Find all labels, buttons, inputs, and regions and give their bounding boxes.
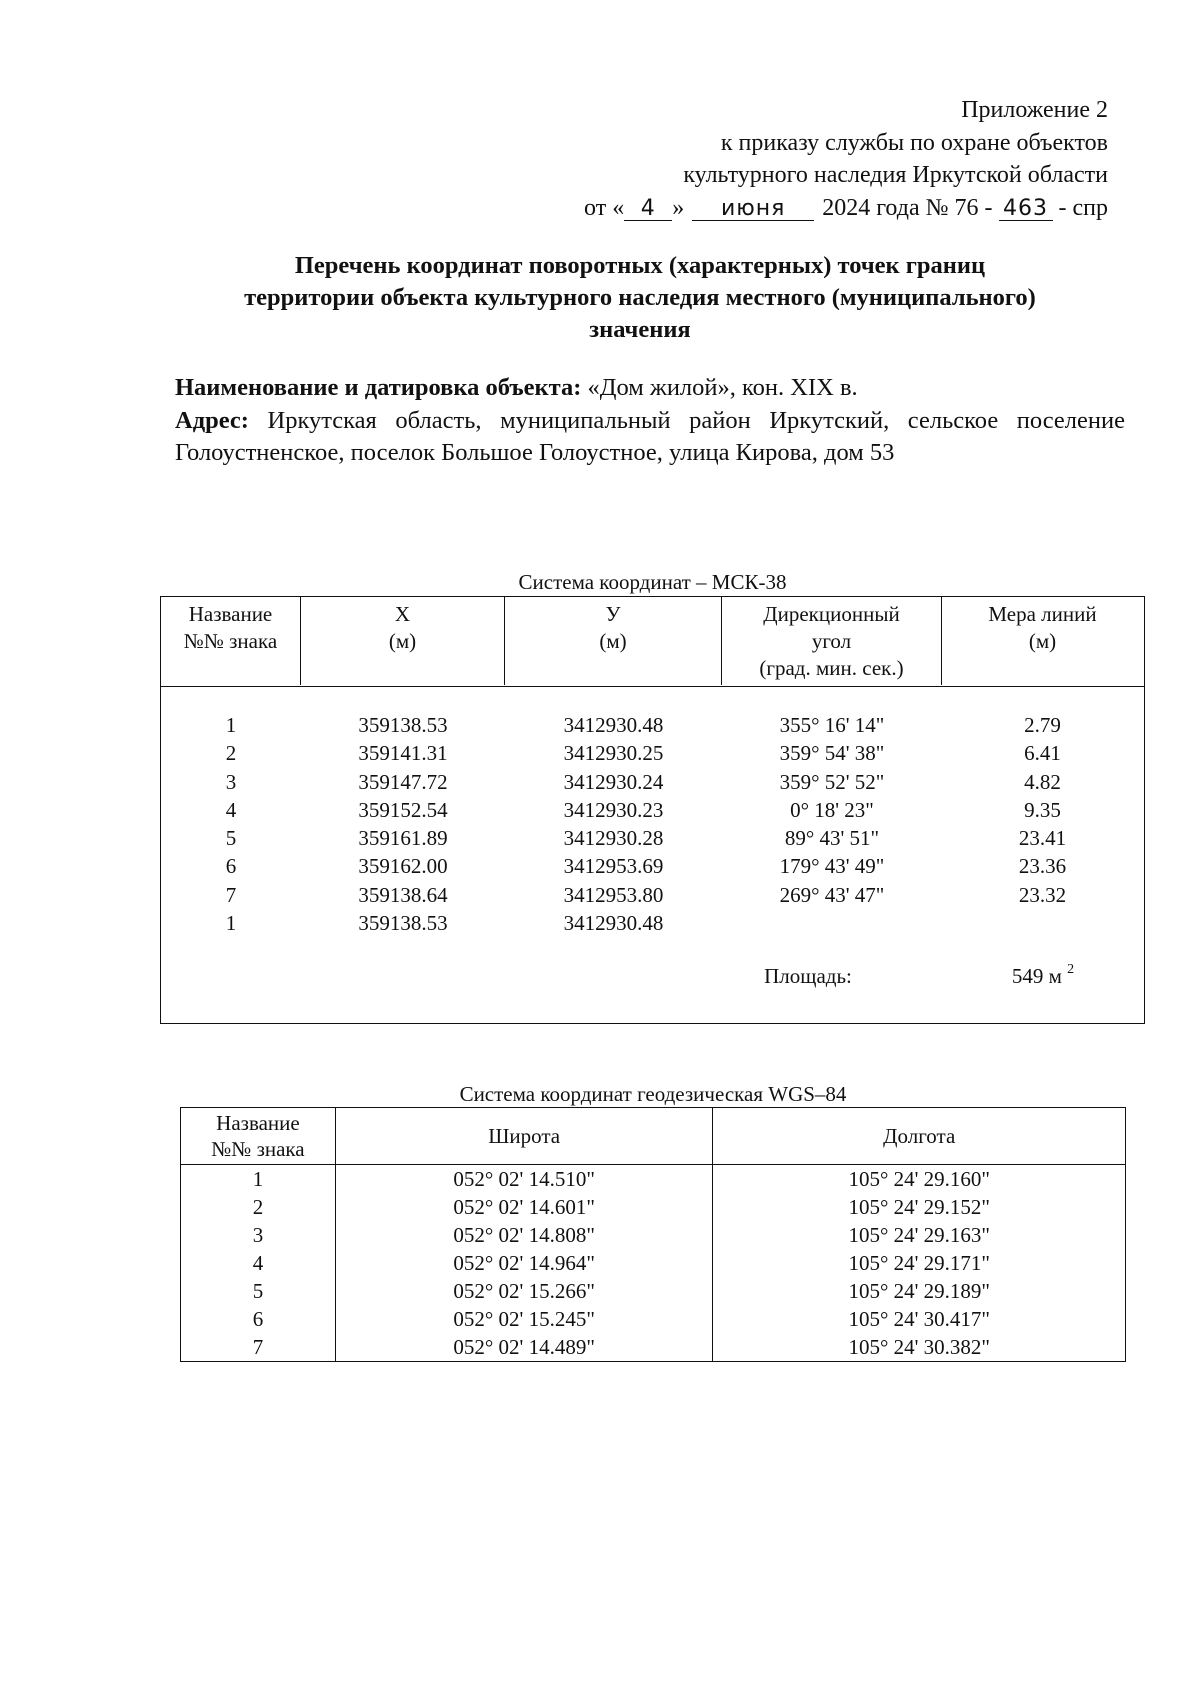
- longitude-value: 105° 24' 29.152": [713, 1193, 1126, 1221]
- title-line-1: Перечень координат поворотных (характерных) точек границ: [294, 252, 986, 279]
- header-x-line-1: X: [394, 602, 411, 626]
- header-point-name-line-2: №№ знака: [211, 1137, 305, 1161]
- header-y-line-2: (м): [599, 629, 627, 653]
- point-number: 2: [225, 741, 237, 766]
- longitude-value: 105° 24' 29.163": [713, 1221, 1126, 1249]
- point-number: 6: [225, 854, 237, 879]
- y-value: 3412953.80: [563, 882, 664, 907]
- latitude-value: 052° 02' 14.510": [335, 1165, 713, 1194]
- header-line-length: [942, 597, 1143, 685]
- order-year-text: 2024 года № 76 -: [822, 194, 993, 221]
- msk-table-header: [161, 597, 1144, 687]
- latitude-value: 052° 02' 14.601": [335, 1193, 713, 1221]
- x-value: 359147.72: [358, 769, 448, 794]
- point-number: 7: [181, 1333, 336, 1362]
- area-value-number: 549 м: [1011, 964, 1062, 988]
- header-y: [505, 597, 722, 685]
- y-value: 3412930.25: [563, 741, 664, 766]
- wgs-table-header: [181, 1108, 1126, 1165]
- longitude-value: 105° 24' 29.171": [713, 1249, 1126, 1277]
- header-point-name-line-1: Название: [216, 1111, 300, 1135]
- object-name: [175, 372, 1125, 404]
- y-value: 3412953.69: [563, 854, 664, 879]
- handwritten-order-number: 463: [999, 198, 1053, 221]
- longitude-value: 105° 24' 30.382": [713, 1333, 1126, 1362]
- object-address-value: Иркутская область, муниципальный район Иркутский, сельское поселение Голоустненское, поселок Большое Голоустное, улица Кирова, дом 53: [175, 407, 1125, 466]
- longitude-value: 105° 24' 29.160": [713, 1165, 1126, 1194]
- point-number: 3: [181, 1221, 336, 1249]
- latitude-value: 052° 02' 15.266": [335, 1277, 713, 1305]
- header-x-line-2: (м): [388, 629, 417, 653]
- header-point-name-line-1: Название: [188, 602, 273, 626]
- handwritten-day: 4: [624, 198, 672, 221]
- angle-value: 89° 43' 51": [784, 826, 880, 851]
- handwritten-month: июня: [692, 198, 814, 221]
- table-row: [181, 1277, 1126, 1305]
- header-length-line-1: Мера линий: [988, 602, 1097, 626]
- msk-coordinates-table: [160, 596, 1145, 1024]
- latitude-value: 052° 02' 14.489": [335, 1333, 713, 1362]
- y-value: 3412930.48: [563, 713, 664, 737]
- point-number: 2: [181, 1193, 336, 1221]
- angle-value: 355° 16' 14": [779, 713, 885, 737]
- latitude-value: 052° 02' 14.964": [335, 1249, 713, 1277]
- longitude-value: 105° 24' 30.417": [713, 1305, 1126, 1333]
- area-label: Площадь:: [764, 964, 852, 988]
- wgs-table-caption: Система координат геодезическая WGS–84: [459, 1082, 847, 1106]
- date-prefix: от «: [584, 194, 625, 221]
- document-title: [160, 250, 1120, 346]
- point-number: 1: [225, 713, 237, 737]
- point-number: 7: [225, 882, 237, 907]
- point-number: 4: [225, 797, 237, 822]
- x-value: 359141.31: [358, 741, 448, 766]
- point-number: 5: [181, 1277, 336, 1305]
- header-length-line-2: (м): [1028, 629, 1057, 653]
- table-row: [161, 881, 1144, 909]
- point-number: 1: [181, 1165, 336, 1194]
- object-address: [175, 405, 1125, 469]
- length-value: 2.79: [1024, 713, 1061, 737]
- angle-value: 359° 52' 52": [779, 769, 885, 794]
- table-row: [181, 1333, 1126, 1362]
- x-value: 359138.64: [358, 882, 448, 907]
- header-angle-line-1: Дирекционный: [763, 602, 900, 626]
- appendix-line-3: культурного наследия Иркутской области: [683, 162, 1108, 188]
- y-value: 3412930.28: [563, 826, 664, 851]
- appendix-line-1: Приложение 2: [961, 97, 1108, 123]
- object-name-label: Наименование и датировка объекта:: [175, 374, 582, 401]
- header-point-name: [161, 597, 301, 685]
- angle-value: 0° 18' 23": [790, 797, 874, 822]
- point-number: 4: [181, 1249, 336, 1277]
- point-number: 6: [181, 1305, 336, 1333]
- x-value: 359162.00: [358, 854, 448, 879]
- x-value: 359161.89: [358, 826, 448, 851]
- x-value: 359138.53: [358, 713, 448, 737]
- table-row: [161, 824, 1144, 852]
- length-value: 23.41: [1018, 826, 1067, 851]
- x-value: 359152.54: [358, 797, 448, 822]
- header-angle-line-3: (град. мин. сек.): [759, 656, 904, 680]
- table-row: [181, 1249, 1126, 1277]
- header-point-name-line-2: №№ знака: [183, 629, 278, 653]
- y-value: 3412930.23: [563, 797, 664, 822]
- msk-table-caption: Система координат – МСК-38: [518, 570, 787, 594]
- msk-table-body: [161, 711, 1144, 937]
- table-row: [161, 768, 1144, 796]
- wgs-coordinates-table: [180, 1107, 1126, 1362]
- x-value: 359138.53: [358, 911, 448, 936]
- table-row: [161, 739, 1144, 767]
- area-row: [161, 961, 1144, 991]
- area-value: [945, 961, 1141, 991]
- length-value: 6.41: [1024, 741, 1061, 766]
- object-address-label: Адрес:: [175, 407, 249, 434]
- date-quote-close: »: [672, 194, 685, 221]
- header-longitude: Долгота: [713, 1108, 1126, 1165]
- length-value: 9.35: [1024, 797, 1061, 822]
- angle-value: 179° 43' 49": [779, 854, 885, 879]
- header-direction-angle: [722, 597, 942, 685]
- length-value: 4.82: [1024, 769, 1061, 794]
- longitude-value: 105° 24' 29.189": [713, 1277, 1126, 1305]
- object-name-value: «Дом жилой», кон. XIX в.: [587, 374, 858, 401]
- point-number: 3: [225, 769, 237, 794]
- table-row: [161, 852, 1144, 880]
- y-value: 3412930.24: [563, 769, 664, 794]
- header-latitude: Широта: [335, 1108, 713, 1165]
- length-value: 23.36: [1018, 854, 1067, 879]
- table-row: [161, 711, 1144, 739]
- appendix-line-2: к приказу службы по охране объектов: [720, 129, 1108, 156]
- header-x: [301, 597, 505, 685]
- header-angle-line-2: угол: [811, 629, 852, 653]
- order-date-line: [408, 192, 1108, 225]
- table-row: [161, 909, 1144, 937]
- table-row: [181, 1221, 1126, 1249]
- order-suffix: - спр: [1058, 194, 1108, 221]
- title-line-2: территории объекта культурного наследия местного (муниципального): [244, 284, 1036, 311]
- latitude-value: 052° 02' 14.808": [335, 1221, 713, 1249]
- latitude-value: 052° 02' 15.245": [335, 1305, 713, 1333]
- length-value: 23.32: [1018, 882, 1067, 907]
- angle-value: 269° 43' 47": [779, 882, 885, 907]
- title-line-3: значения: [589, 316, 691, 343]
- table-row: [181, 1305, 1126, 1333]
- y-value: 3412930.48: [563, 911, 664, 936]
- area-unit-superscript: 2: [1067, 962, 1075, 977]
- angle-value: 359° 54' 38": [779, 741, 885, 766]
- table-row: [181, 1165, 1126, 1194]
- header-point-name: [181, 1108, 336, 1165]
- point-number: 5: [225, 826, 237, 851]
- header-y-line-1: У: [605, 602, 621, 626]
- table-row: [161, 796, 1144, 824]
- table-row: [181, 1193, 1126, 1221]
- appendix-header: [408, 94, 1108, 224]
- point-number: 1: [225, 911, 237, 936]
